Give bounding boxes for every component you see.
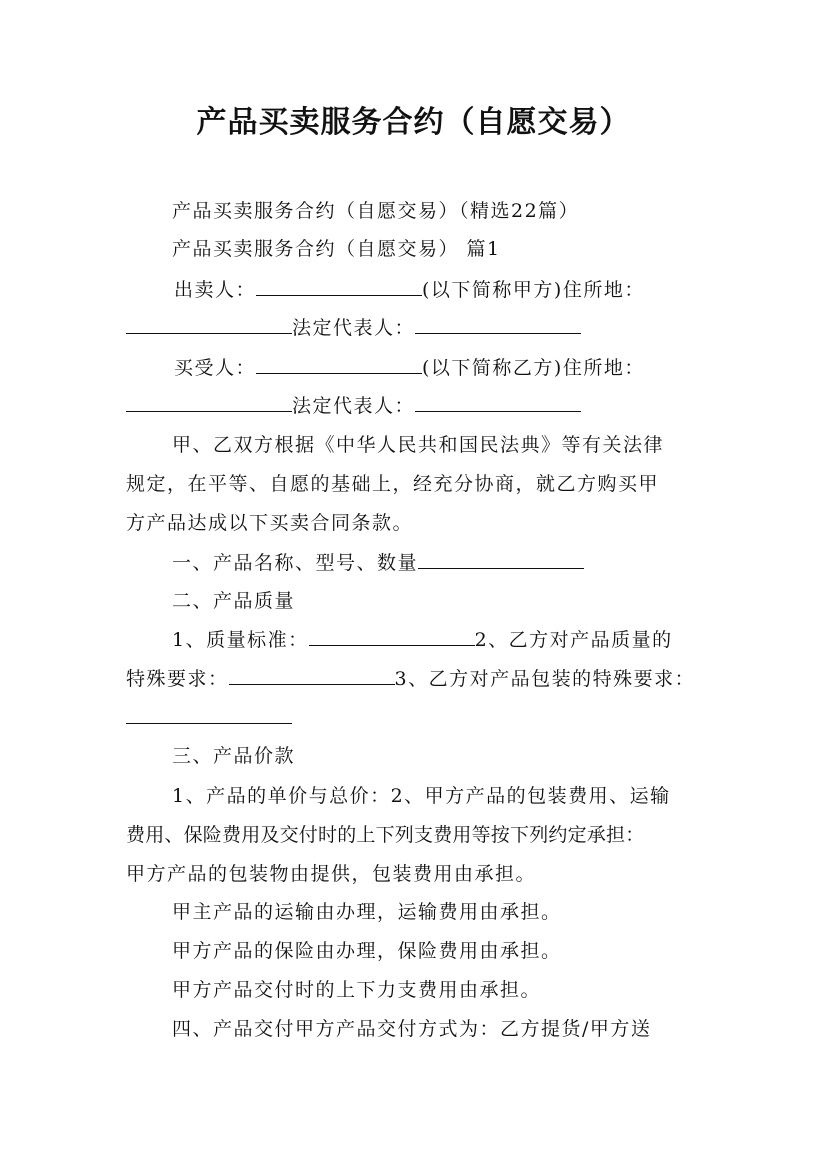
paragraph-line: 甲方产品的包装物由提供，包装费用由承担。 (126, 863, 537, 885)
blank-field (309, 627, 475, 646)
clause-line (126, 550, 747, 576)
paragraph-line: 1、产品的单价与总价：2、甲方产品的包装费用、运输 (172, 785, 671, 807)
paragraph-line: 方产品达成以下买卖合同条款。 (126, 512, 414, 534)
buyer-rep-line (126, 393, 701, 419)
paragraph-line: 费用、保险费用及交付时的上下列支费用等按下列约定承担： (126, 824, 645, 846)
blank-field (126, 393, 292, 412)
clause-line (126, 627, 701, 653)
seller-suffix: (以下简称甲方)住所地： (422, 279, 645, 301)
paragraph-line: 甲方产品的保险由办理，保险费用由承担。 (172, 940, 562, 962)
blank-field (126, 315, 292, 334)
section-heading: 产品买卖服务合约（自愿交易） 篇1 (172, 238, 501, 260)
paragraph-line: 甲、乙双方根据《中华人民共和国民法典》等有关法律 (172, 434, 665, 456)
blank-field (418, 550, 584, 569)
blank-field (415, 393, 581, 412)
clause-text: 2、乙方对产品质量的 (474, 629, 673, 651)
clause-text: 1、质量标准： (172, 629, 309, 651)
document-title: 产品买卖服务合约（自愿交易） (196, 105, 631, 140)
seller-label: 出卖人： (174, 279, 257, 301)
seller-rep-line (126, 315, 701, 341)
clause-text: 特殊要求： (126, 668, 229, 690)
blank-field (229, 666, 395, 685)
rep-label: 法定代表人： (292, 317, 416, 339)
seller-line (126, 277, 701, 303)
subtitle-line: 产品买卖服务合约（自愿交易）（精选22篇） (172, 200, 580, 222)
clause-line: 四、产品交付甲方产品交付方式为：乙方提货/甲方送 (172, 1018, 652, 1040)
rep-label: 法定代表人： (292, 395, 416, 417)
clause-heading: 二、产品质量 (172, 590, 296, 612)
blank-field (256, 355, 422, 374)
blank-field (415, 315, 581, 334)
blank-field (126, 705, 292, 724)
buyer-label: 买受人： (174, 357, 257, 379)
blank-field (256, 277, 422, 296)
clause-text: 3、乙方对产品包装的特殊要求： (394, 668, 696, 690)
paragraph-line: 规定，在平等、自愿的基础上，经充分协商，就乙方购买甲 (126, 473, 660, 495)
clause-heading: 三、产品价款 (172, 745, 296, 767)
clause-line (126, 666, 701, 692)
buyer-line (126, 355, 701, 381)
paragraph-line: 甲主产品的运输由办理，运输费用由承担。 (172, 901, 562, 923)
buyer-suffix: (以下简称乙方)住所地： (422, 357, 645, 379)
paragraph-line: 甲方产品交付时的上下力支费用由承担。 (172, 979, 542, 1001)
clause-text: 一、产品名称、型号、数量 (172, 552, 419, 574)
clause-line (126, 705, 701, 731)
